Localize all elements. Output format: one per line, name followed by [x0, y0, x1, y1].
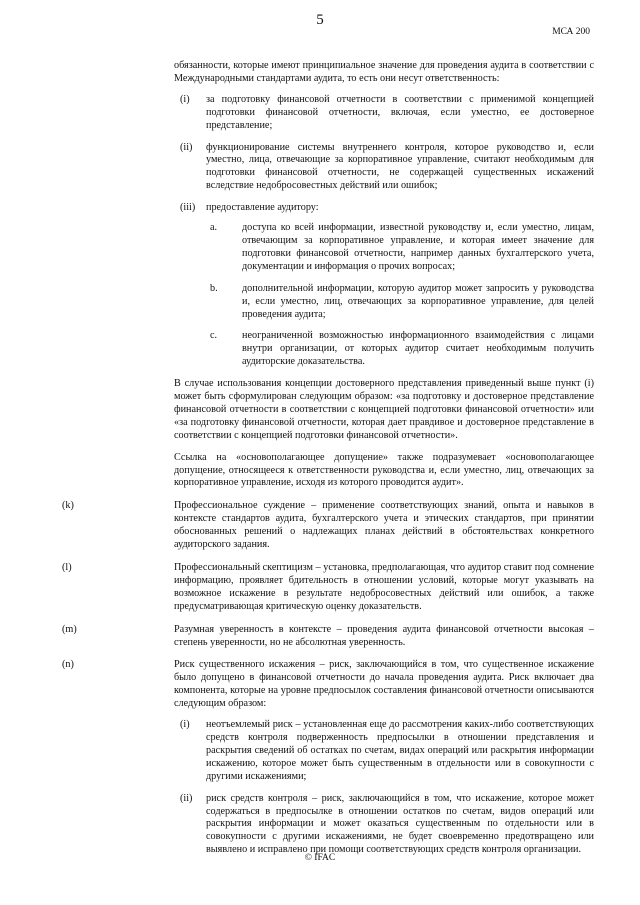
copyright-footer: © IFAC [304, 853, 336, 863]
sub-list-item-label: b. [210, 282, 218, 294]
list-item [174, 94, 594, 133]
standard-code: МСА 200 [552, 27, 590, 37]
assumption-paragraph: Ссылка на «основополагающее допущение» также подразумевает «основополагающее допущение, относящееся к ответственности руководства и, если уместно, лиц, отвечающих за корпоративное управление, исходя из которого проводится аудит». [174, 451, 594, 489]
definition-label: (l) [62, 562, 72, 573]
risk-list-item-label: (ii) [180, 792, 193, 804]
definition-item [48, 624, 594, 650]
list-item-label: (iii) [180, 202, 196, 214]
list-item [174, 142, 594, 194]
list-item [174, 202, 594, 215]
list-item-text: предоставление аудитору: [206, 202, 319, 214]
risk-list-item-text: неотъемлемый риск – установленная еще до рассмотрения каких-либо соответствующих средств контроля подверженность предпосылки в отношении представления и раскрытия сведений об остатках по счетам, видах операций или раскрытия информации искажению, которое может быть существенным в отдельности или в совокупности с другими искажениями; [206, 719, 594, 782]
intro-paragraph: обязанности, которые имеют принципиальное значение для проведения аудита в соответствии с Международными стандартами аудита, то есть они несут ответственность: [174, 60, 594, 84]
definition-text: Профессиональный скептицизм – установка, предполагающая, что аудитор ставит под сомнение информацию, проявляет бдительность в отношении условий, которые могут указывать на возможное искажение в результате недобросовестных действий или ошибок, а также предусматривающая критическую оценку доказательств. [174, 562, 594, 612]
definition-item [48, 500, 594, 552]
sub-list-item [206, 222, 594, 274]
sub-list-item-text: дополнительной информации, которую аудитор может запросить у руководства и, если уместно, лиц, отвечающих за корпоративное управление, для целей проведения аудита; [242, 282, 594, 320]
definition-item [48, 562, 594, 614]
definition-label: (n) [62, 659, 74, 671]
sub-list-item-text: неограниченной возможностью информационного взаимодействия с лицами внутри организации, от которых аудитор считает необходимым получить аудиторские доказательства. [242, 330, 594, 368]
list-item-label: (ii) [180, 141, 193, 153]
sub-list-item-text: доступа ко всей информации, известной руководству и, если уместно, лицам, отвечающим за корпоративное управление, и которая имеет значение для подготовки финансовой отчетности, например данных бухгалтерского учета, документации и информация о прочих вопросах; [242, 222, 594, 272]
page-body [62, 60, 594, 857]
risk-list-item [174, 719, 594, 784]
definition-item [48, 659, 594, 711]
page-number: 5 [316, 12, 324, 28]
list-item-label: (i) [180, 93, 190, 105]
sub-list-item [206, 330, 594, 369]
list-item-text: за подготовку финансовой отчетности в соответствии с применимой концепцией подготовки финансовой отчетности, включая, если уместно, ее достоверное представление; [206, 93, 594, 131]
definition-text: Разумная уверенность в контексте – проведения аудита финансовой отчетности высокая – степень уверенности, но не абсолютная уверенность. [174, 623, 594, 648]
sub-list-item [206, 283, 594, 322]
risk-list-item-label: (i) [180, 719, 190, 731]
sub-list-item-label: a. [210, 222, 218, 234]
risk-list-item [174, 793, 594, 858]
sub-list-item-label: c. [210, 330, 218, 342]
risk-list-item-text: риск средств контроля – риск, заключающийся в том, что искажение, которое может содержаться в предпосылке в отношении остатков по счетам, видов операций или раскрытия информации и может оказаться существенным по отдельности или в совокупности с другими искажениями, не будет своевременно предотвращено или выявлено и исправлено при помощи соответствующих средств контроля организации. [206, 792, 594, 856]
definition-text: Профессиональное суждение – применение соответствующих знаний, опыта и навыков в контексте стандартов аудита, бухгалтерского учета и этических стандартов, при принятии обоснованных решений о надлежащих планах действий в обстоятельствах конкретного аудиторского задания. [174, 500, 594, 551]
definition-text: Риск существенного искажения – риск, заключающийся в том, что существенное искажение было допущено в финансовой отчетности до начала проведения аудита. Риск включает два компонента, которые на уровне предпосылок составления финансовой отчетности описываются следующим образом: [174, 659, 594, 710]
definition-label: (m) [62, 623, 77, 635]
definition-label: (k) [62, 500, 74, 512]
fair-presentation-paragraph: В случае использования концепции достоверного представления приведенный выше пункт (i) может быть сформулирован следующим образом: «за подготовку и достоверное представление финансовой отчетности в соответствии с концепцией подготовки финансовой отчетности» или «за подготовку финансовой отчетности, которая дает правдивое и достоверное представление в соответствии с концепцией подготовки финансовой отчетности». [174, 378, 594, 441]
list-item-text: функционирование системы внутреннего контроля, которое руководство и, если уместно, лица, отвечающие за корпоративное управление, считают необходимым для подготовки финансовой отчетности, не содержащей существенных искажений вследствие недобросовестных действий или ошибок; [206, 141, 594, 192]
